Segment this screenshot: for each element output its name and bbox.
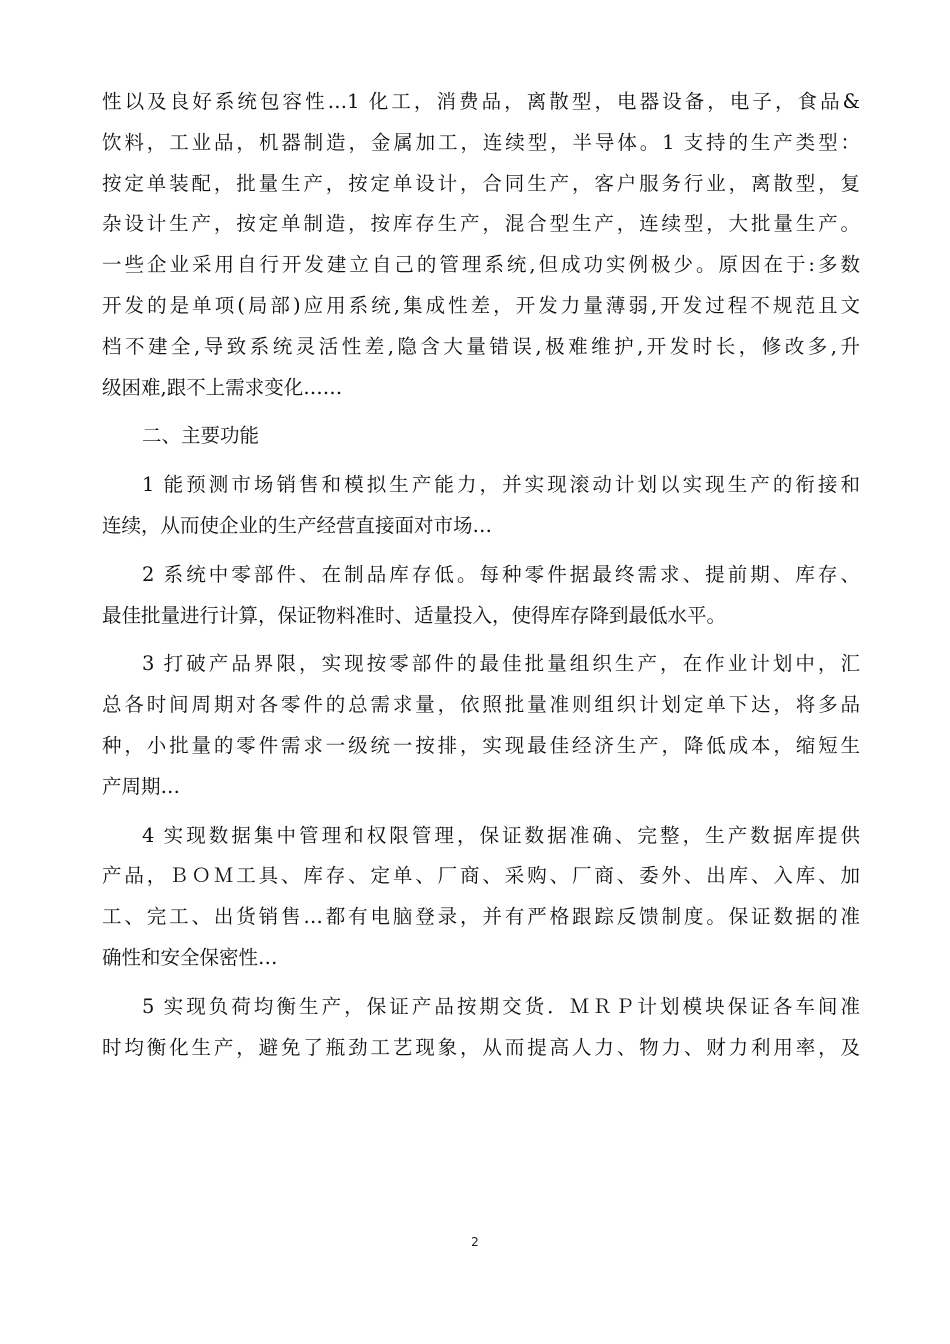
text-line: 确性和安全保密性…: [102, 945, 278, 969]
text-line: 按定单装配，批量生产，按定单设计，合同生产，客户服务行业，离散型，复: [102, 171, 860, 195]
text-line: 级困难,跟不上需求变化……: [102, 375, 343, 399]
text-line: 4 实现数据集中管理和权限管理，保证数据准确、完整，生产数据库提供: [142, 823, 860, 847]
text-line: 2 系统中零部件、在制品库存低。每种零件据最终需求、提前期、库存、: [142, 562, 860, 586]
text-line: 种，小批量的零件需求一级统一按排，实现最佳经济生产，降低成本，缩短生: [102, 733, 860, 757]
text-line: 一些企业采用自行开发建立自己的管理系统,但成功实例极少。原因在于:多数: [102, 253, 860, 277]
text-line: 连续，从而使企业的生产经营直接面对市场…: [102, 513, 493, 537]
text-line: 性以及良好系统包容性…1 化工，消费品，离散型，电器设备，电子，食品&: [102, 90, 860, 113]
text-line: 最佳批量进行计算，保证物料准时、适量投入，使得库存降到最低水平。: [102, 603, 727, 627]
section-heading: 二、主要功能: [142, 424, 260, 448]
text-line: 开发的是单项(局部)应用系统,集成性差，开发力量薄弱,开发过程不规范且文: [102, 293, 860, 317]
text-line: 产周期…: [102, 774, 181, 798]
text-line: 3 打破产品界限，实现按零部件的最佳批量组织生产，在作业计划中，汇: [142, 652, 860, 676]
text-line: 杂设计生产，按定单制造，按库存生产，混合型生产，连续型，大批量生产。: [102, 212, 860, 236]
text-line: 5 实现负荷均衡生产，保证产品按期交货．ＭＲＰ计划模块保证各车间准: [142, 994, 860, 1018]
page-number: 2: [471, 1235, 479, 1249]
document-body: [102, 82, 860, 1068]
text-line: 时均衡化生产，避免了瓶劲工艺现象，从而提高人力、物力、财力利用率，及: [102, 1035, 860, 1059]
text-line: 档不建全,导致系统灵活性差,隐含大量错误,极难维护,开发时长，修改多,升: [102, 334, 860, 358]
text-line: 产品，ＢＯＭ工具、库存、定单、厂商、采购、厂商、委外、出库、入库、加: [102, 864, 860, 888]
text-line: 工、完工、出货销售…都有电脑登录，并有严格跟踪反馈制度。保证数据的准: [102, 905, 860, 929]
text-line: 总各时间周期对各零件的总需求量，依照批量准则组织计划定单下达，将多品: [102, 693, 860, 717]
text-line: 饮料，工业品，机器制造，金属加工，连续型，半导体。1 支持的生产类型：: [102, 130, 860, 154]
text-line: 1 能预测市场销售和模拟生产能力，并实现滚动计划以实现生产的衔接和: [142, 473, 860, 497]
